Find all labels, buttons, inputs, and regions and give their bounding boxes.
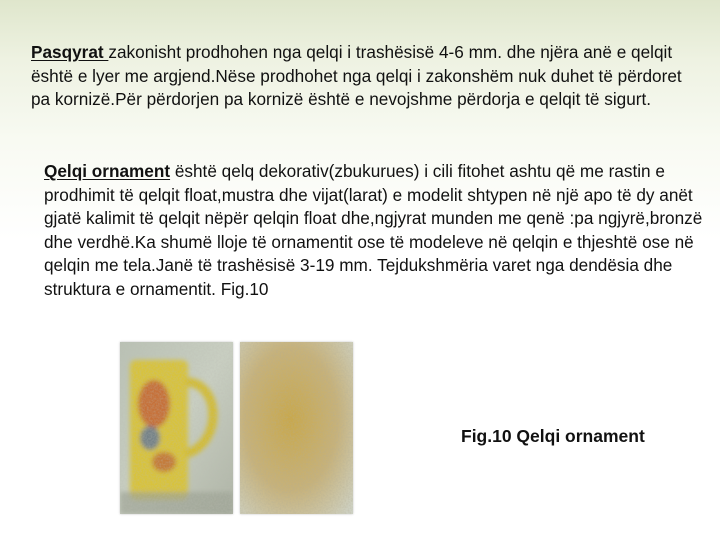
ornament-glass-photo-mug bbox=[120, 342, 233, 514]
ornament-glass-photo-bronze bbox=[240, 342, 353, 514]
figure-caption: Fig.10 Qelqi ornament bbox=[461, 426, 645, 446]
paragraph-ornament-glass bbox=[44, 160, 704, 302]
paragraph-lead-mirrors: Pasqyrat bbox=[31, 42, 109, 62]
paragraph-text-mirrors: zakonisht prodhohen nga qelqi i trashësisë 4-6 mm. dhe njëra anë e qelqit është e lyer me argjend.Nëse prodhohet nga qelqi i zakonshëm nuk duhet të përdoret pa kornizë.Për përdorjen pa kornizë është e nevojshme përdorja e qelqit të sigurt. bbox=[31, 42, 682, 109]
paragraph-mirrors bbox=[31, 41, 691, 112]
paragraph-lead-ornament-glass: Qelqi ornament bbox=[44, 161, 171, 181]
paragraph-text-ornament-glass: është qelq dekorativ(zbukurues) i cili fitohet ashtu që me rastin e prodhimit të qelqit float,mustra dhe vijat(larat) e modelit shtypen në një apo të dy anët gjatë kalimit të qelqit nëpër qelqin float dhe,ngjyrat munden me qenë :pa ngjyrë,bronzë dhe verdhë.Ka shumë lloje të ornamentit ose të modeleve në qelqin e thjeshtë ose në qelqin me tela.Janë të trashësisë 3-19 mm. Tejdukshmëria varet nga dendësia dhe struktura e ornamentit. Fig.10 bbox=[44, 161, 703, 299]
